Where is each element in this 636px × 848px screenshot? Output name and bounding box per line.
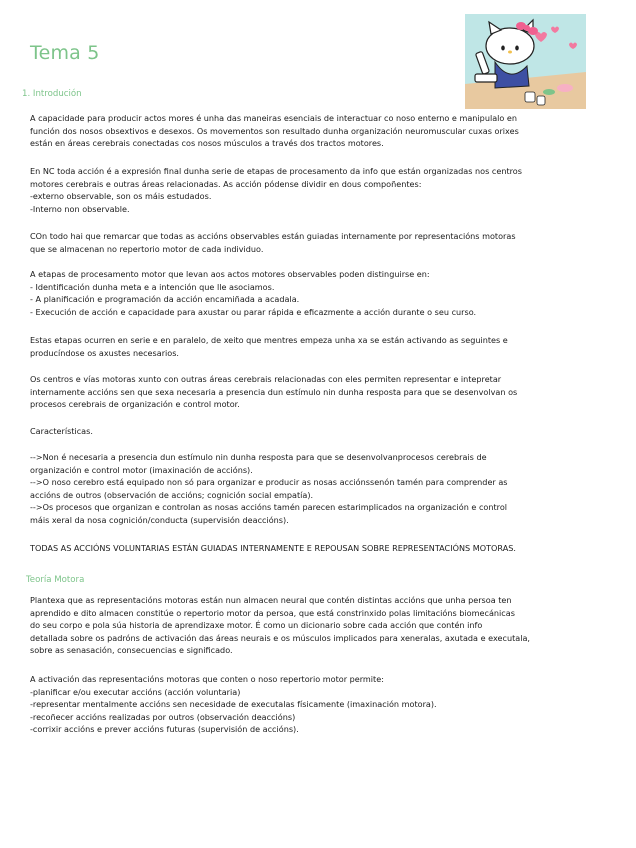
text-line: Estas etapas ocurren en serie e en paralelo, de xeito que mentres empeza unha xa se están activando as seguintes e [30, 335, 508, 345]
paragraph [30, 425, 595, 438]
text-line: detallada sobre os padróns de activación das áreas neurais e os músculos implicados para xeneralas, axutada e executala, [30, 632, 530, 643]
page-title: Tema 5 [30, 42, 100, 64]
paragraph [30, 165, 595, 215]
text-line: - Execución de acción e capacidade para axustar ou parar rápida e eficazmente a acción durante o seu curso. [30, 306, 477, 317]
text-line: do seu corpo e pola súa historia de aprendizaxe motor. É como un dicionario sobre cada acción que contén info [30, 620, 483, 631]
text-line: A etapas de procesamento motor que levan aos actos motores observables poden distinguirse en: [30, 269, 430, 279]
text-line: -recoñecer accións realizadas por outros (observación deaccións) [30, 711, 296, 722]
text-line: -planificar e/ou executar accións (acción voluntaria) [30, 686, 241, 697]
text-line: Plantexa que as representacións motoras están nun almacen neural que contén distintas accións que unha persoa ten [30, 595, 512, 605]
text-line: organización e control motor (imaxinación de accións). [30, 464, 253, 475]
text-line: -representar mentalmente accións sen necesidade de executalas físicamente (imaxinación motora). [30, 699, 437, 710]
paragraph [30, 373, 595, 411]
paragraph [30, 542, 595, 555]
text-line: máis xeral da nosa cognición/conducta (supervisión deaccións). [30, 514, 289, 525]
text-line: producíndose os axustes necesarios. [30, 347, 180, 358]
text-line: función dos nosos obsextivos e desexos. Os movementos son resultado dunha organización neuromuscular cuxas orixes [30, 125, 519, 136]
hello-kitty-illustration [465, 14, 586, 109]
paragraph [30, 268, 595, 318]
text-line: -->O noso cerebro está equipado non só para organizar e producir as nosas acciónssenón tamén para comprender as [30, 477, 508, 488]
text-line: aprendido e dito almacen constitúe o repertorio motor da persoa, que está constrinxido polas limitacións biomecánicas [30, 607, 515, 618]
text-line: -->Os procesos que organizan e controlan as nosas accións tamén parecen estarimplicados na organización e control [30, 502, 508, 513]
text-line: COn todo hai que remarcar que todas as accións observables están guiadas internamente por representacións motoras [30, 231, 516, 241]
text-line: A capacidade para producir actos mores é unha das maneiras esenciais de interactuar co noso enterno e manipulalo en [30, 113, 518, 123]
text-line: - Identificación dunha meta e a intención que lle asociamos. [30, 281, 275, 292]
section-heading-introducion: 1. Introdución [22, 89, 82, 99]
paragraph [30, 334, 595, 359]
text-line: que se almacenan no repertorio motor de cada individuo. [30, 243, 264, 254]
text-line: - A planificación e programación da acción encamiñada a acadala. [30, 294, 300, 305]
paragraph [30, 594, 595, 657]
text-line: sobre as senasación, consecuencias e significado. [30, 645, 233, 656]
paragraph [30, 451, 595, 527]
text-line: -externo observable, son os máis estudados. [30, 191, 212, 202]
paragraph [30, 230, 595, 255]
text-line: En NC toda acción é a expresión final dunha serie de etapas de procesamento da info que están organizadas nos centros [30, 166, 522, 176]
section-heading-teoria-motora: Teoría Motora [26, 575, 85, 585]
text-line: procesos cerebrais de organización e control motor. [30, 399, 240, 410]
text-line: Características. [30, 426, 93, 436]
text-line: -corrixir accións e prever accións futuras (supervisión de accións). [30, 724, 299, 735]
paragraph [30, 112, 595, 150]
text-line: -->Non é necesaria a presencia dun estímulo nin dunha resposta para que se desenvolvanprocesos cerebrais de [30, 452, 487, 462]
hello-kitty-microscope-icon [465, 14, 586, 109]
text-line: motores cerebrais e outras áreas relacionadas. As acción pódense dividir en dous compoñentes: [30, 178, 422, 189]
text-line: están en áreas cerebrais conectadas cos nosos músculos a través dos tractos motores. [30, 138, 384, 149]
text-line: internamente accións sen que sexa necesaria a presencia dun estímulo nin dunha resposta para que se desenvolvan os [30, 386, 518, 397]
text-line: accións de outros (observación de accións; cognición social empatía). [30, 489, 314, 500]
text-line: -Interno non observable. [30, 203, 130, 214]
text-line: A activación das representacións motoras que conten o noso repertorio motor permite: [30, 674, 384, 684]
text-line: Os centros e vías motoras xunto con outras áreas cerebrais relacionadas con eles permiten representar e intepretar [30, 374, 502, 384]
paragraph [30, 673, 595, 736]
text-line: TODAS AS ACCIÓNS VOLUNTARIAS ESTÁN GUIADAS INTERNAMENTE E REPOUSAN SOBRE REPRESENTACIÓNS MOTORAS. [30, 543, 516, 553]
